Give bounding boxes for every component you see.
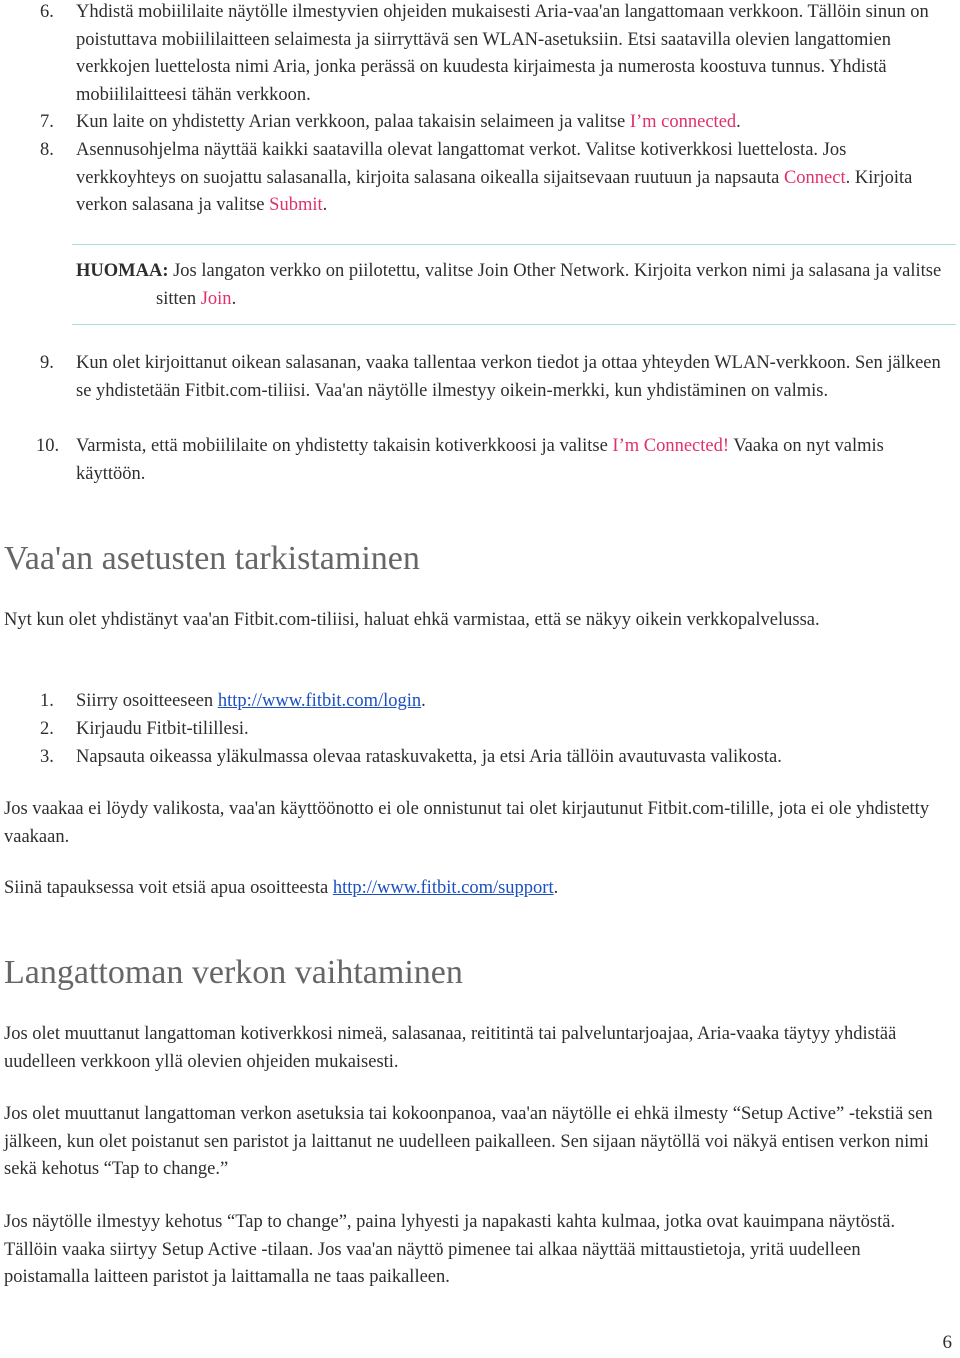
s1-step-3-number: 3.	[40, 747, 54, 767]
fitbit-support-link[interactable]: http://www.fitbit.com/support	[332, 878, 554, 898]
step-8-number: 8.	[40, 140, 54, 160]
step-7-number: 7.	[40, 112, 54, 132]
page-number: 6	[942, 1331, 952, 1353]
s1-step-2-number: 2.	[40, 719, 54, 739]
step-8-text: Asennusohjelma näyttää kaikki saatavilla olevat langattomat verkot. Valitse kotiverkkosi luettelosta. Jos verkkoyhteys on suojattu salasanalla, kirjoita salasana oikealla sijaitsevaan ruutuun ja napsauta Connect. Kirjoita verkon salasana ja valitse Submit.	[76, 140, 913, 215]
step-6-text: Yhdistä mobiililaite näytölle ilmestyvien ohjeiden mukaisesti Aria-vaa'an langattomaan verkkoon. Tällöin sinun on poistuttava mobiililaitteen selaimesta ja siirryttävä sen WLAN-asetuksiin. Etsi saatavilla olevien langattomien verkkojen luettelosta nimi Aria, jonka perässä on kuudesta kirjaimesta ja numerosta koostuva tunnus. Yhdistä mobiililaitteesi tähän verkkoon.	[76, 2, 929, 105]
section-heading-check-settings: Vaa'an asetusten tarkistaminen	[4, 540, 420, 577]
section2-para3: Jos näytölle ilmestyy kehotus “Tap to change”, paina lyhyesti ja napakasti kahta kulmaa, jotka ovat kauimpana näytöstä. Tällöin vaaka siirtyy Setup Active -tilaan. Jos vaa'an näyttö pimenee tai alkaa näyttää mittaustietoja, yritä uudelleen poistamalla laitteen paristot ja laittamalla ne taas paikalleen.	[4, 1212, 896, 1287]
step-10-number: 10.	[36, 436, 60, 456]
s1-step-1-text: Siirry osoitteeseen http://www.fitbit.com/login.	[76, 691, 426, 711]
note-bottom-divider	[72, 324, 956, 325]
section1-para1: Jos vaakaa ei löydy valikosta, vaa'an käyttöönotto ei ole onnistunut tai olet kirjautunut Fitbit.com-tilille, jota ei ole yhdistetty vaakaan.	[4, 799, 930, 847]
step-6-number: 6.	[40, 2, 54, 22]
step-9-number: 9.	[40, 353, 54, 373]
s1-step-3-text: Napsauta oikeassa yläkulmassa olevaa rataskuvaketta, ja etsi Aria tällöin avautuvasta valikosta.	[76, 747, 782, 767]
section1-para2: Siinä tapauksessa voit etsiä apua osoitteesta http://www.fitbit.com/support.	[4, 878, 559, 898]
section2-para1: Jos olet muuttanut langattoman kotiverkkosi nimeä, salasanaa, reititintä tai palveluntarjoajaa, Aria-vaaka täytyy yhdistää uudelleen verkkoon yllä olevien ohjeiden mukaisesti.	[4, 1024, 897, 1072]
submit-highlight: Submit	[269, 195, 323, 215]
fitbit-login-link[interactable]: http://www.fitbit.com/login	[217, 691, 422, 711]
section1-intro: Nyt kun olet yhdistänyt vaa'an Fitbit.com-tiliisi, haluat ehkä varmistaa, että se näkyy oikein verkkopalvelussa.	[4, 610, 820, 630]
section2-para2: Jos olet muuttanut langattoman verkon asetuksia tai kokoonpanoa, vaa'an näytölle ei ehkä ilmesty “Setup Active” -tekstiä sen jälkeen, kun olet poistanut sen paristot ja laittanut ne uudelleen paikalleen. Sen sijaan näytöllä voi näkyä entisen verkon nimi sekä kehotus “Tap to change.”	[4, 1104, 933, 1179]
note-text: HUOMAA: Jos langaton verkko on piilotettu, valitse Join Other Network. Kirjoita verkon nimi ja salasana ja valitse sitten Join.	[76, 261, 942, 309]
section-heading-change-network: Langattoman verkon vaihtaminen	[4, 954, 463, 991]
i-m-connected-highlight: I’m connected	[629, 112, 737, 132]
connect-highlight: Connect	[783, 167, 846, 188]
step-9-text: Kun olet kirjoittanut oikean salasanan, vaaka tallentaa verkon tiedot ja ottaa yhteyden WLAN-verkkoon. Sen jälkeen se yhdistetään Fitbit.com-tiliisi. Vaa'an näytölle ilmestyy oikein-merkki, kun yhdistäminen on valmis.	[76, 353, 941, 401]
join-highlight: Join	[200, 288, 232, 309]
note-top-divider	[72, 244, 956, 245]
step-7-text: Kun laite on yhdistetty Arian verkkoon, palaa takaisin selaimeen ja valitse I’m connected.	[76, 112, 741, 132]
note-label: HUOMAA:	[76, 261, 169, 281]
s1-step-1-number: 1.	[40, 691, 54, 711]
s1-step-2-text: Kirjaudu Fitbit-tilillesi.	[76, 719, 249, 739]
i-m-connected-exclaim-highlight: I’m Connected!	[612, 436, 730, 456]
step-10-text: Varmista, että mobiililaite on yhdistetty takaisin kotiverkkoosi ja valitse I’m Connected! Vaaka on nyt valmis käyttöön.	[76, 436, 884, 484]
